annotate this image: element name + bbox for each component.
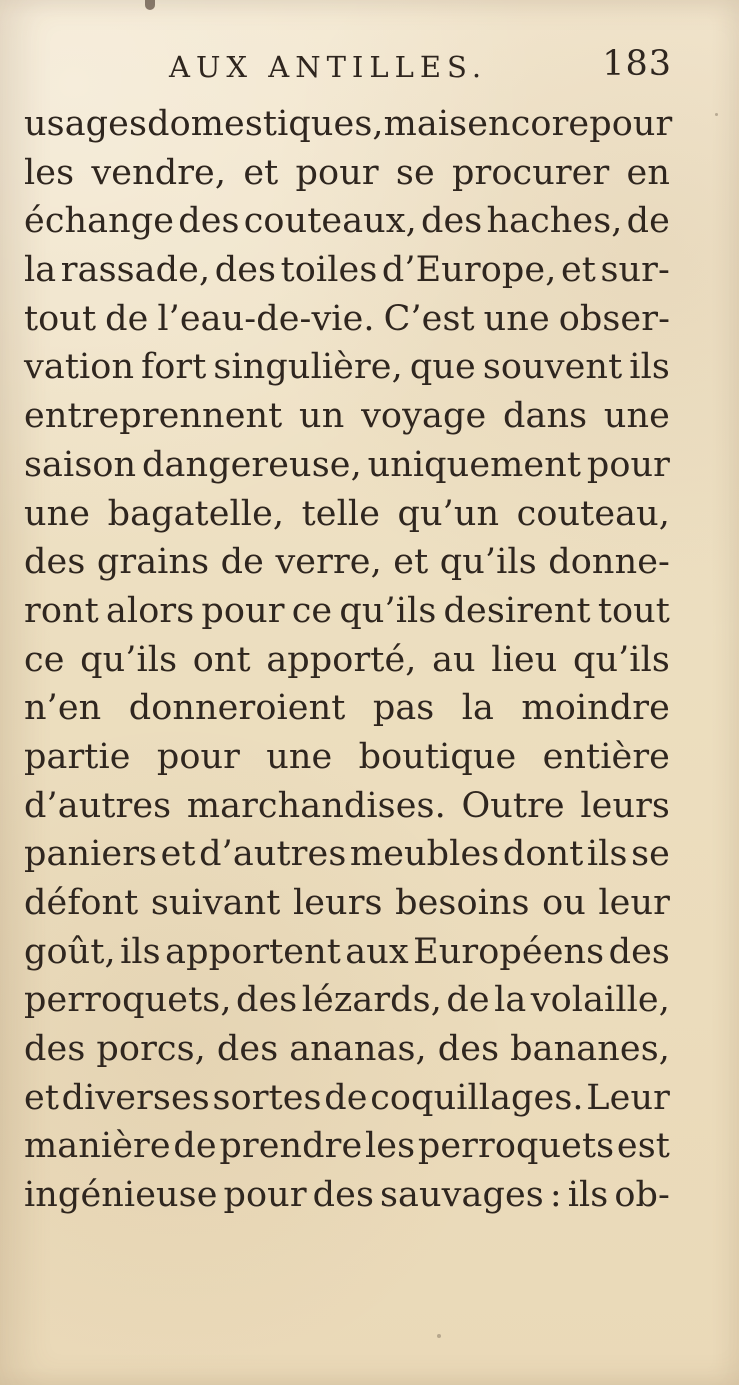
word: entreprennent — [24, 396, 283, 437]
running-head: AUX ANTILLES. — [169, 50, 488, 84]
word: des — [235, 980, 298, 1021]
word: les — [24, 152, 75, 193]
word: ce — [24, 639, 65, 680]
word: donne- — [548, 542, 670, 583]
word: d’autres — [24, 785, 172, 826]
word: uniquement — [367, 444, 582, 485]
word: : — [549, 1175, 562, 1216]
word: partie — [24, 736, 131, 777]
word: qu’ils — [572, 639, 670, 680]
text-line — [24, 1122, 670, 1171]
word: paniers — [24, 834, 158, 875]
paper-mark — [145, 0, 155, 10]
word: une — [24, 493, 91, 534]
word: pour — [295, 152, 379, 193]
word: singulière, — [213, 347, 403, 388]
word: se — [631, 834, 670, 875]
word: est — [616, 1126, 670, 1167]
word: n’en — [24, 688, 102, 729]
text-line — [24, 976, 670, 1025]
word: dangereuse, — [141, 444, 362, 485]
word: couteau, — [516, 493, 670, 534]
text-line — [24, 149, 670, 198]
word: Européens — [413, 931, 605, 972]
text-line — [24, 928, 670, 977]
word: tout — [597, 590, 670, 631]
paper-spot — [437, 1334, 441, 1338]
word: alors — [105, 590, 195, 631]
word: et — [393, 542, 429, 583]
word: toiles — [280, 250, 378, 291]
page-header — [24, 45, 674, 95]
word: pas — [372, 688, 435, 729]
word: ils — [629, 347, 670, 388]
word: qu’ils — [80, 639, 178, 680]
word: entière — [542, 736, 670, 777]
word: telle — [301, 493, 381, 534]
word: manière — [24, 1126, 171, 1167]
word: bagatelle, — [107, 493, 285, 534]
word: besoins — [395, 883, 530, 923]
word: sauvages — [379, 1175, 544, 1216]
word: qu’ils — [439, 542, 537, 583]
word: Leur — [586, 1077, 670, 1118]
text-line — [24, 879, 670, 928]
text-line — [24, 246, 670, 295]
word: échange — [24, 201, 175, 242]
text-line — [24, 1074, 670, 1123]
word: ingénieuse — [24, 1175, 218, 1216]
word: mais — [383, 104, 468, 144]
word: d’Europe, — [381, 250, 557, 291]
word: saison — [24, 444, 137, 485]
word: la — [24, 250, 57, 291]
word: encore — [467, 104, 590, 144]
word: rassade, — [60, 250, 211, 291]
word: obser- — [558, 298, 670, 339]
text-line — [24, 392, 670, 441]
text-line — [24, 782, 670, 831]
word: que — [409, 347, 476, 388]
paper-spot — [715, 113, 718, 116]
word: apporté, — [266, 639, 417, 680]
word: des — [437, 1029, 500, 1070]
word: ils — [567, 1175, 609, 1216]
word: de — [173, 1126, 217, 1167]
word: qu’ils — [339, 590, 437, 631]
text-line — [24, 100, 673, 149]
word: pour — [156, 736, 240, 777]
word: moindre — [521, 688, 670, 729]
word: desirent — [443, 590, 591, 631]
word: ce — [291, 590, 333, 631]
word: des — [24, 1029, 86, 1070]
word: prendre — [219, 1126, 363, 1167]
word: aux — [345, 931, 409, 972]
word: ob- — [614, 1175, 670, 1216]
word: ils — [586, 834, 628, 875]
word: goût, — [24, 931, 116, 972]
word: procurer — [451, 152, 610, 193]
word: et — [560, 250, 596, 291]
word: qu’un — [397, 493, 500, 534]
word: défont — [24, 883, 139, 923]
word: suivant — [150, 883, 281, 923]
word: lézards, — [301, 980, 442, 1021]
word: vendre, — [91, 152, 227, 193]
word: diverses — [61, 1077, 210, 1118]
word: ou — [542, 883, 586, 923]
word: des — [178, 201, 240, 242]
text-line — [24, 538, 670, 587]
word: voyage — [361, 396, 487, 437]
word: un — [299, 396, 345, 437]
word: des — [608, 931, 670, 972]
word: donneroient — [128, 688, 346, 729]
word: pour — [586, 444, 670, 485]
word: des — [214, 250, 277, 291]
text-line — [24, 1171, 670, 1220]
word: tout — [24, 298, 97, 339]
word: sur- — [600, 250, 670, 291]
word: au — [432, 639, 476, 680]
word: d’autres — [199, 834, 347, 875]
word: verre, — [275, 542, 382, 583]
word: la — [494, 980, 527, 1021]
word: et — [243, 152, 279, 193]
word: vation — [24, 347, 135, 388]
word: de — [220, 542, 264, 583]
word: couteaux, — [243, 201, 417, 242]
word: une — [483, 298, 550, 339]
text-line — [24, 1025, 670, 1074]
word: et — [24, 1077, 59, 1118]
word: dans — [502, 396, 588, 437]
word: de — [446, 980, 490, 1021]
word: ils — [120, 931, 161, 972]
body-text — [24, 100, 673, 1220]
word: ront — [24, 590, 99, 631]
word: des — [24, 542, 86, 583]
text-line — [24, 295, 670, 344]
word: des — [420, 201, 483, 242]
word: domestiques, — [147, 104, 384, 144]
word: se — [395, 152, 435, 193]
word: une — [603, 396, 670, 437]
word: leurs — [292, 883, 383, 923]
word: les — [365, 1126, 416, 1167]
text-line — [24, 830, 670, 879]
word: des — [216, 1029, 279, 1070]
word: pour — [589, 104, 673, 144]
word: perroquets — [417, 1126, 615, 1167]
word: coquillages. — [370, 1077, 584, 1118]
word: et — [160, 834, 196, 875]
word: bananes, — [510, 1029, 670, 1070]
word: une — [266, 736, 333, 777]
text-line — [24, 343, 670, 392]
text-line — [24, 636, 670, 685]
word: la — [461, 688, 495, 729]
text-line — [24, 684, 670, 733]
word: de — [626, 201, 670, 242]
word: grains — [96, 542, 210, 583]
word: haches, — [486, 201, 623, 242]
word: meubles — [349, 834, 500, 875]
word: lieu — [491, 639, 558, 680]
word: fort — [141, 347, 207, 388]
word: usages — [24, 104, 148, 144]
text-line — [24, 490, 670, 539]
word: dont — [502, 834, 584, 875]
word: en — [626, 152, 670, 193]
word: de — [324, 1077, 368, 1118]
word: perroquets, — [24, 980, 232, 1021]
word: Outre — [461, 785, 565, 826]
word: leur — [598, 883, 670, 923]
word: ananas, — [289, 1029, 427, 1070]
word: de — [105, 298, 149, 339]
word: apportent — [165, 931, 341, 972]
word: sortes — [212, 1077, 322, 1118]
text-line — [24, 733, 670, 782]
text-line — [24, 197, 670, 246]
word: C’est — [383, 298, 475, 339]
word: souvent — [482, 347, 623, 388]
word: pour — [223, 1175, 307, 1216]
word: des — [312, 1175, 375, 1216]
word: ont — [192, 639, 251, 680]
word: boutique — [358, 736, 517, 777]
word: pour — [201, 590, 285, 631]
page-number: 183 — [602, 44, 672, 84]
word: marchandises. — [186, 785, 446, 826]
text-line — [24, 441, 670, 490]
word: leurs — [580, 785, 670, 826]
word: volaille, — [530, 980, 670, 1021]
word: l’eau-de-vie. — [157, 298, 375, 339]
text-line — [24, 587, 670, 636]
word: porcs, — [96, 1029, 206, 1070]
